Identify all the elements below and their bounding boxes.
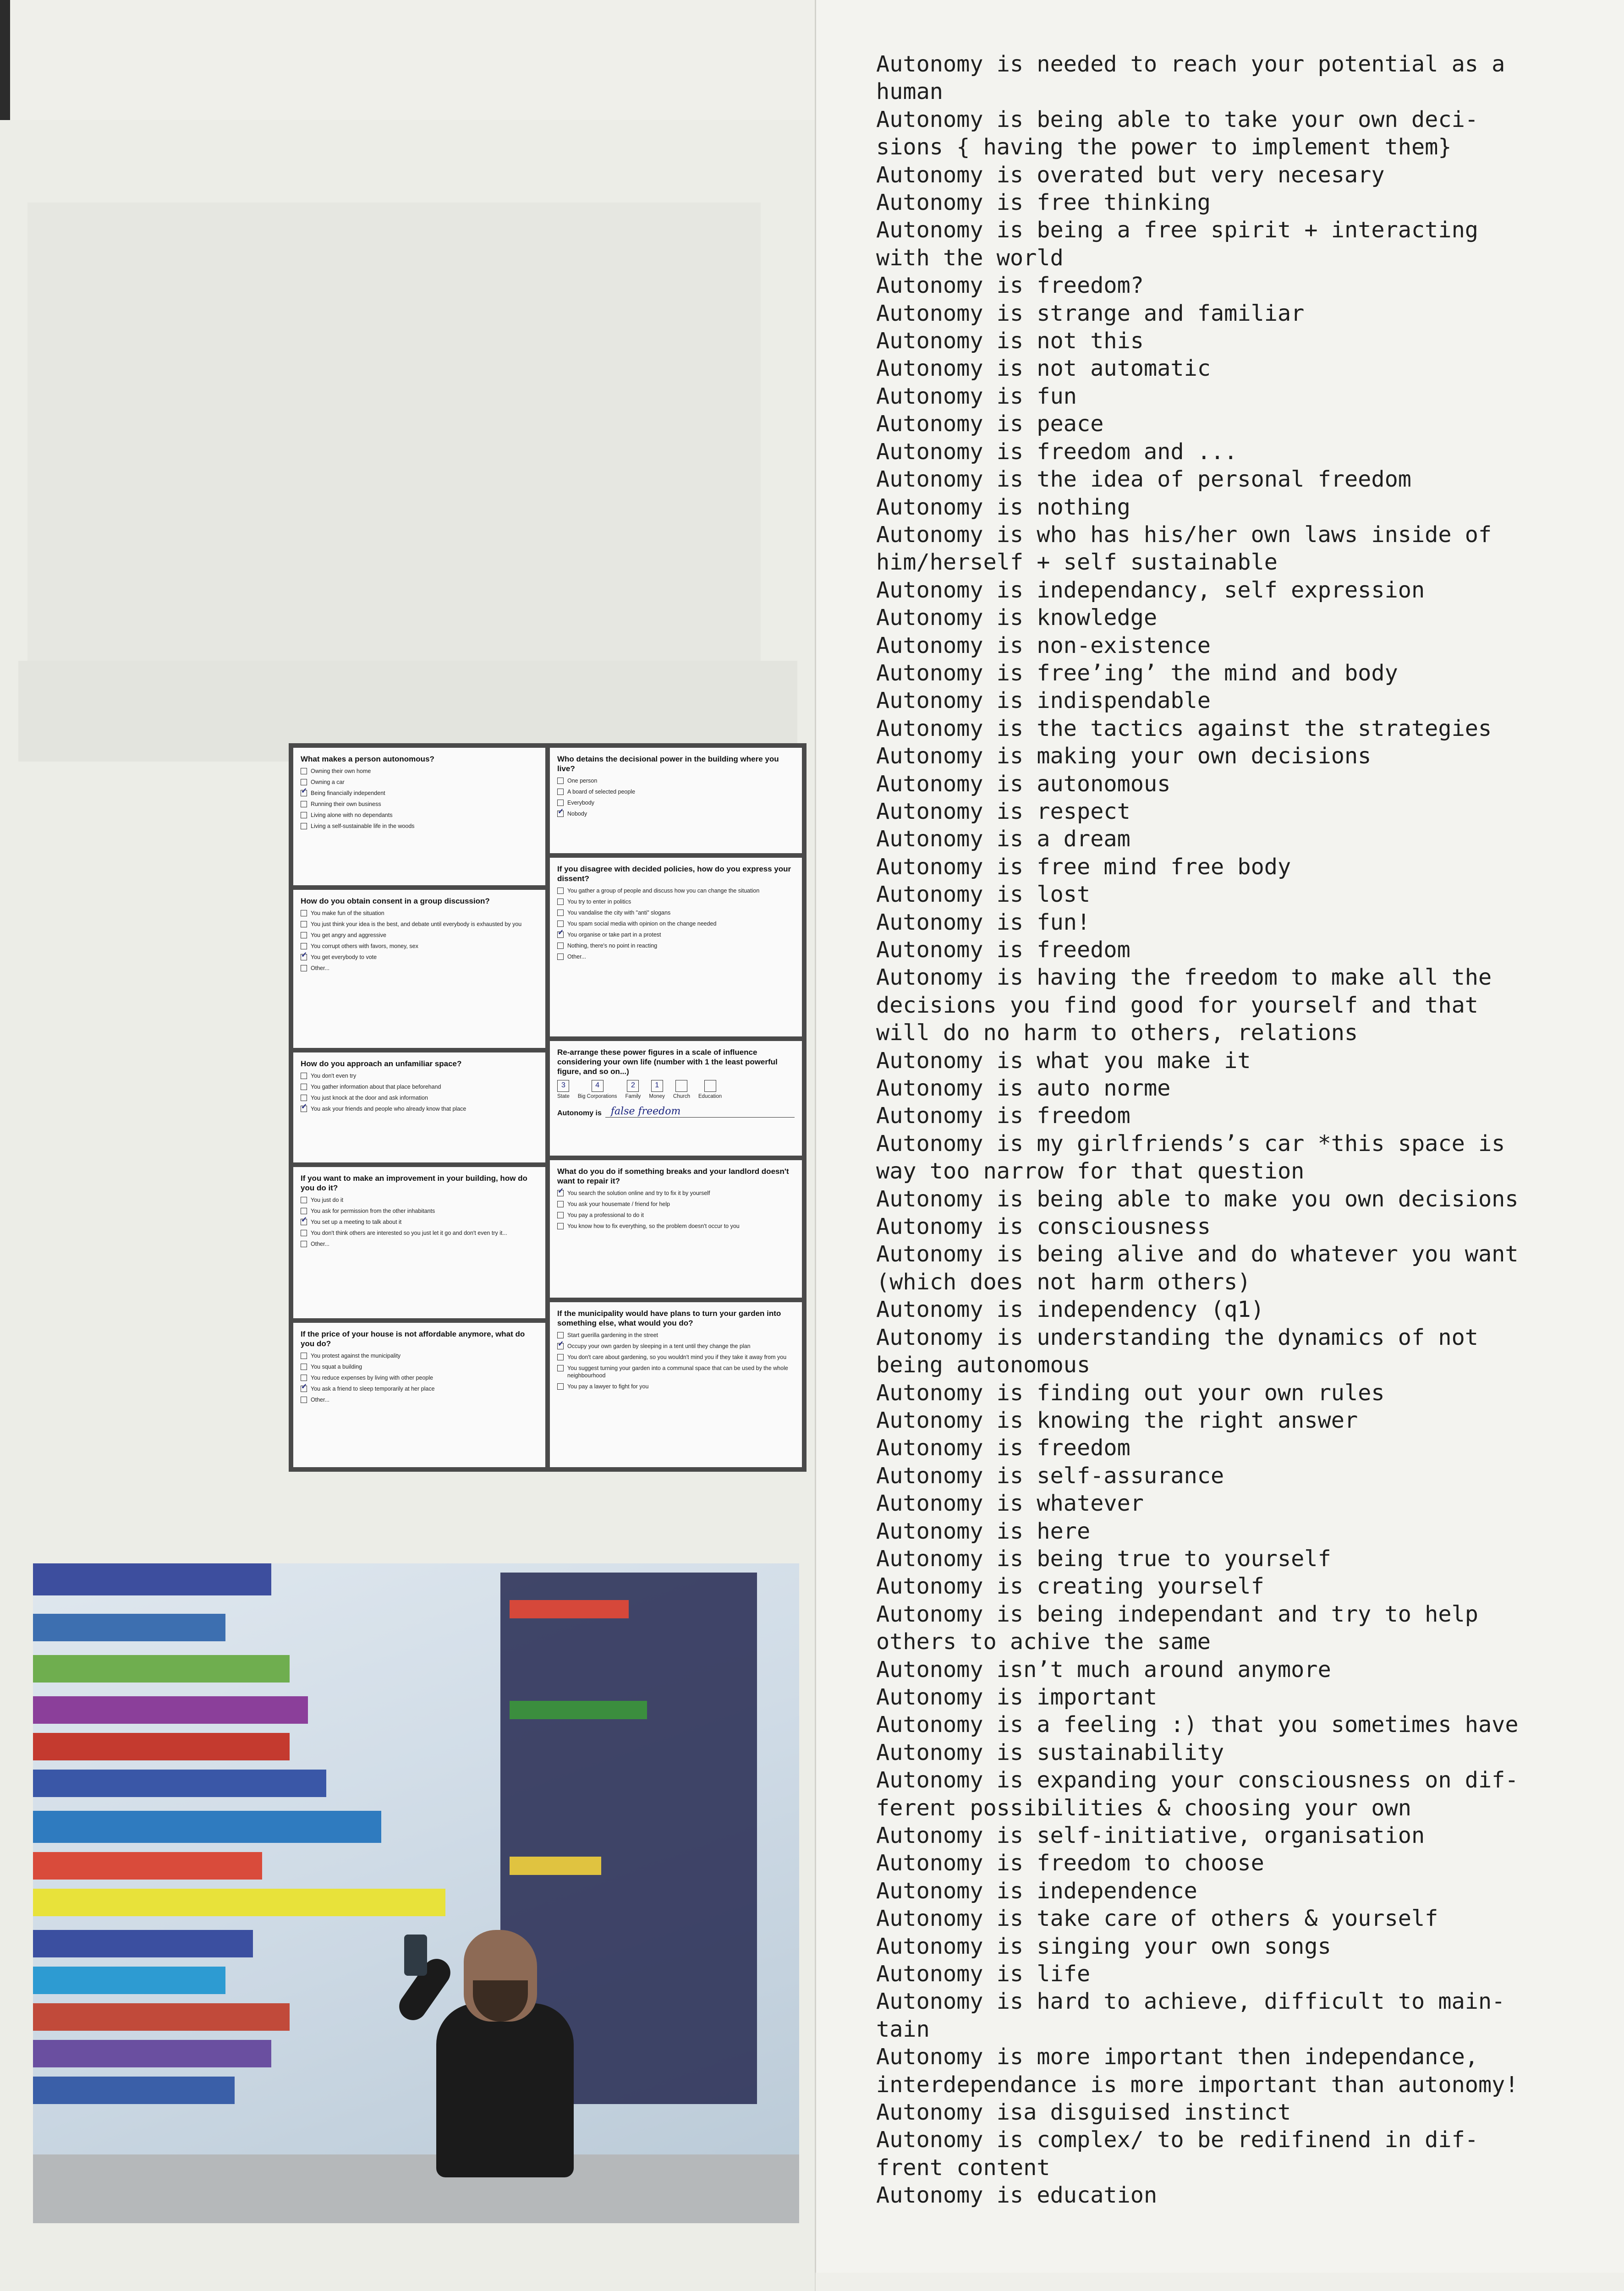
checkbox-icon bbox=[301, 1197, 307, 1203]
checkbox-icon bbox=[301, 932, 307, 938]
checkbox-icon bbox=[557, 954, 564, 960]
statement-line: Autonomy is being able to take your own deci- bbox=[876, 106, 1478, 132]
question-option bbox=[557, 1383, 795, 1390]
ranking-value-box: 3 bbox=[557, 1080, 569, 1092]
statement-line: Autonomy is free mind free body bbox=[876, 854, 1291, 880]
terminal-highlight bbox=[510, 1857, 601, 1875]
question-option bbox=[557, 1332, 795, 1339]
question-box bbox=[293, 1167, 545, 1318]
option-label: You corrupt others with favors, money, sex bbox=[311, 943, 418, 949]
question-option bbox=[557, 931, 795, 938]
terminal-highlight bbox=[510, 1600, 629, 1618]
statement-line: Autonomy is independancy, self expression bbox=[876, 577, 1425, 603]
statement-line: Autonomy is freedom and ... bbox=[876, 438, 1238, 465]
question-title: Re-arrange these power figures in a scale of influence considering your own life (number with 1 the least powerful figure, and so on...) bbox=[557, 1048, 778, 1076]
statement-line: Autonomy is being independant and try to help bbox=[876, 1601, 1478, 1627]
option-label: You set up a meeting to talk about it bbox=[311, 1219, 402, 1225]
statement-line: Autonomy is peace bbox=[876, 411, 1104, 437]
checkbox-icon bbox=[301, 812, 307, 818]
statement-line: Autonomy is freedom bbox=[876, 1435, 1130, 1461]
checkbox-icon bbox=[301, 910, 307, 916]
checkbox-icon bbox=[557, 888, 564, 894]
question-option bbox=[301, 1083, 538, 1091]
question-option bbox=[557, 909, 795, 916]
statement-line: others to achive the same bbox=[876, 1629, 1211, 1655]
statement-line: Autonomy is not automatic bbox=[876, 356, 1211, 382]
checkbox-icon bbox=[557, 943, 564, 949]
question-option bbox=[557, 898, 795, 905]
statement-line: Autonomy is being able to make you own decisions bbox=[876, 1186, 1519, 1212]
checkbox-icon bbox=[301, 1375, 307, 1381]
statement-line: Autonomy is being alive and do whatever you want bbox=[876, 1241, 1519, 1267]
statement-line: Autonomy is a dream bbox=[876, 826, 1130, 852]
statement-line: with the world bbox=[876, 245, 1064, 271]
autonomy-statements-list bbox=[876, 50, 1573, 2209]
checkbox-icon bbox=[557, 789, 564, 795]
projection-color-bar bbox=[33, 1889, 445, 1916]
option-label: Being financially independent bbox=[311, 790, 385, 796]
statement-line: frent content bbox=[876, 2154, 1050, 2181]
question-option bbox=[557, 1189, 795, 1197]
ranking-value-box bbox=[704, 1080, 716, 1092]
option-label: Living a self-sustainable life in the woods bbox=[311, 823, 415, 829]
question-box bbox=[550, 1302, 802, 1467]
statement-line: sions { having the power to implement them} bbox=[876, 134, 1452, 160]
statement-line: Autonomy is self-assurance bbox=[876, 1463, 1224, 1489]
projection-color-bar bbox=[33, 1930, 253, 1957]
statement-line: Autonomy is freedom? bbox=[876, 273, 1144, 299]
ranking-value-box: 1 bbox=[651, 1080, 663, 1092]
question-option bbox=[557, 920, 795, 927]
question-option bbox=[557, 777, 795, 784]
checkbox-icon bbox=[301, 779, 307, 785]
question-box bbox=[550, 1160, 802, 1298]
question-option bbox=[301, 1105, 538, 1113]
option-label: You gather information about that place beforehand bbox=[311, 1084, 441, 1090]
option-label: Everybody bbox=[567, 800, 595, 806]
question-title: How do you approach an unfamiliar space? bbox=[301, 1059, 462, 1068]
question-option bbox=[557, 1200, 795, 1208]
statement-line: Autonomy is knowing the right answer bbox=[876, 1407, 1358, 1433]
statement-line: Autonomy is free’ing’ the mind and body bbox=[876, 660, 1398, 686]
statement-line: Autonomy is creating yourself bbox=[876, 1573, 1264, 1600]
statement-line: decisions you find good for yourself and that bbox=[876, 992, 1478, 1018]
option-label: A board of selected people bbox=[567, 789, 636, 795]
option-label: You just do it bbox=[311, 1197, 344, 1203]
option-label: You pay a lawyer to fight for you bbox=[567, 1383, 649, 1390]
statement-line: Autonomy is important bbox=[876, 1684, 1158, 1710]
question-title: What makes a person autonomous? bbox=[301, 755, 434, 763]
question-title: What do you do if something breaks and your landlord doesn't want to repair it? bbox=[557, 1167, 789, 1185]
projection-color-bar bbox=[33, 2003, 290, 2031]
projection-color-bar bbox=[33, 1696, 308, 1724]
projection-color-bar bbox=[33, 1563, 271, 1595]
checkbox-icon bbox=[557, 1365, 564, 1371]
statement-line: Autonomy is the tactics against the strategies bbox=[876, 715, 1492, 741]
checkbox-icon bbox=[557, 1201, 564, 1207]
question-option bbox=[557, 1211, 795, 1219]
option-label: You make fun of the situation bbox=[311, 910, 384, 916]
question-option bbox=[301, 1094, 538, 1102]
option-label: One person bbox=[567, 778, 598, 784]
ranking-label: Money bbox=[649, 1094, 665, 1099]
option-label: You ask your friends and people who already know that place bbox=[311, 1106, 466, 1112]
question-option bbox=[557, 1222, 795, 1230]
question-options bbox=[301, 1072, 538, 1113]
statement-line: Autonomy is whatever bbox=[876, 1491, 1144, 1517]
checked-checkbox-icon bbox=[557, 1190, 564, 1196]
option-label: Other... bbox=[311, 1397, 329, 1403]
option-label: You gather a group of people and discuss how you can change the situation bbox=[567, 888, 760, 894]
question-option bbox=[301, 932, 538, 939]
question-options bbox=[557, 887, 795, 960]
checkbox-icon bbox=[301, 1364, 307, 1370]
checkbox-icon bbox=[301, 1241, 307, 1247]
statement-line: Autonomy is nothing bbox=[876, 494, 1130, 520]
option-label: You don't think others are interested so you just let it go and don't even try it... bbox=[311, 1230, 507, 1236]
ranking-value-box: 4 bbox=[592, 1080, 604, 1092]
statement-line: human bbox=[876, 79, 943, 105]
question-options bbox=[557, 777, 795, 817]
ranking-value-box: 2 bbox=[627, 1080, 639, 1092]
option-label: You ask for permission from the other inhabitants bbox=[311, 1208, 435, 1214]
question-option bbox=[301, 1374, 538, 1381]
checkbox-icon bbox=[557, 921, 564, 927]
statement-line: Autonomy is more important then independance, bbox=[876, 2044, 1478, 2070]
checkbox-icon bbox=[557, 778, 564, 784]
statement-line: Autonomy is hard to achieve, difficult to main- bbox=[876, 1989, 1505, 2015]
statement-line: Autonomy is independency (q1) bbox=[876, 1297, 1264, 1323]
question-title: If the municipality would have plans to turn your garden into something else, what would you do? bbox=[557, 1309, 781, 1327]
ranking-item bbox=[625, 1080, 641, 1099]
checked-checkbox-icon bbox=[301, 1219, 307, 1225]
question-box bbox=[293, 748, 545, 885]
question-option bbox=[301, 1218, 538, 1226]
statement-line: Autonomy is auto norme bbox=[876, 1075, 1171, 1102]
statement-line: Autonomy is needed to reach your potential as a bbox=[876, 51, 1505, 77]
statement-line: (which does not harm others) bbox=[876, 1269, 1251, 1295]
checked-checkbox-icon bbox=[557, 932, 564, 938]
statement-line: Autonomy is freedom bbox=[876, 937, 1130, 963]
statement-line: Autonomy is independence bbox=[876, 1878, 1197, 1904]
statement-line: Autonomy is having the freedom to make all the bbox=[876, 965, 1492, 991]
statement-line: Autonomy is singing your own songs bbox=[876, 1933, 1331, 1959]
option-label: You know how to fix everything, so the problem doesn't occur to you bbox=[567, 1223, 740, 1229]
question-box bbox=[550, 748, 802, 853]
statement-line: being autonomous bbox=[876, 1352, 1091, 1378]
statement-line: Autonomy is knowledge bbox=[876, 605, 1158, 631]
checked-checkbox-icon bbox=[301, 954, 307, 960]
statement-line: Autonomy is what you make it bbox=[876, 1047, 1251, 1074]
statement-line: Autonomy is take care of others & yourself bbox=[876, 1906, 1438, 1932]
statement-line: Autonomy is freedom to choose bbox=[876, 1850, 1264, 1876]
question-option bbox=[557, 788, 795, 795]
question-box bbox=[293, 1323, 545, 1467]
ranking-item bbox=[557, 1080, 570, 1099]
ranking-label: Big Corporations bbox=[577, 1094, 617, 1099]
statement-line: Autonomy is being a free spirit + interacting bbox=[876, 217, 1478, 243]
ranking-label: Education bbox=[698, 1094, 722, 1099]
statement-line: way too narrow for that question bbox=[876, 1158, 1305, 1184]
question-option bbox=[557, 953, 795, 960]
option-label: You organise or take part in a protest bbox=[567, 932, 661, 938]
checkbox-icon bbox=[301, 1084, 307, 1090]
checkbox-icon bbox=[301, 823, 307, 829]
statement-line: Autonomy is indispendable bbox=[876, 688, 1211, 714]
question-option bbox=[301, 1072, 538, 1080]
option-label: You search the solution online and try to fix it by yourself bbox=[567, 1190, 710, 1196]
option-label: You ask your housemate / friend for help bbox=[567, 1201, 670, 1207]
photo-floor bbox=[33, 2154, 799, 2223]
statement-line: Autonomy is the idea of personal freedom bbox=[876, 466, 1411, 493]
question-option bbox=[301, 778, 538, 786]
question-option bbox=[557, 942, 795, 949]
option-label: You get angry and aggressive bbox=[311, 932, 386, 938]
question-title: If the price of your house is not affordable anymore, what do you do? bbox=[301, 1330, 525, 1348]
checkbox-icon bbox=[301, 801, 307, 807]
checked-checkbox-icon bbox=[301, 790, 307, 796]
statement-line: Autonomy is understanding the dynamics of not bbox=[876, 1324, 1478, 1350]
power-ranking bbox=[557, 1080, 795, 1099]
question-option bbox=[557, 1343, 795, 1350]
projection-color-bar bbox=[33, 1811, 381, 1843]
option-label: You just think your idea is the best, and debate until everybody is exhausted by you bbox=[311, 921, 522, 927]
statement-line: Autonomy is complex/ to be redifinend in dif- bbox=[876, 2127, 1478, 2153]
option-label: You suggest turning your garden into a communal space that can be used by the whole neighbourhood bbox=[567, 1365, 788, 1379]
question-options bbox=[301, 1352, 538, 1403]
question-option bbox=[301, 767, 538, 775]
question-option bbox=[301, 789, 538, 797]
question-option bbox=[301, 1196, 538, 1204]
question-option bbox=[301, 1229, 538, 1237]
statement-line: Autonomy is life bbox=[876, 1961, 1091, 1987]
statement-line: will do no harm to others, relations bbox=[876, 1020, 1358, 1046]
question-option bbox=[301, 1352, 538, 1359]
checkbox-icon bbox=[301, 1208, 307, 1214]
statement-line: Autonomy is a feeling :) that you sometimes have bbox=[876, 1712, 1519, 1738]
statement-line: Autonomy is being true to yourself bbox=[876, 1546, 1331, 1572]
checked-checkbox-icon bbox=[301, 1106, 307, 1112]
autonomy-fill-in bbox=[557, 1106, 795, 1118]
question-option bbox=[301, 1240, 538, 1248]
autonomy-handwritten-answer: false freedom bbox=[605, 1106, 795, 1118]
statement-line: Autonomy is sustainability bbox=[876, 1739, 1224, 1765]
statement-line: Autonomy is overated but very necesary bbox=[876, 162, 1385, 188]
question-options bbox=[301, 910, 538, 972]
statement-line: Autonomy is here bbox=[876, 1518, 1091, 1544]
statement-line: Autonomy isn’t much around anymore bbox=[876, 1656, 1331, 1683]
statement-line: Autonomy is free thinking bbox=[876, 190, 1211, 216]
option-label: You just knock at the door and ask information bbox=[311, 1095, 428, 1101]
terminal-highlight bbox=[510, 1701, 647, 1719]
statement-line: Autonomy is autonomous bbox=[876, 771, 1171, 797]
question-title: If you want to make an improvement in your building, how do you do it? bbox=[301, 1174, 527, 1192]
ranking-item bbox=[578, 1080, 617, 1099]
statement-line: Autonomy is consciousness bbox=[876, 1214, 1211, 1240]
checkbox-icon bbox=[557, 899, 564, 905]
question-option bbox=[301, 943, 538, 950]
question-box bbox=[293, 890, 545, 1048]
option-label: Nobody bbox=[567, 811, 587, 817]
checkbox-icon bbox=[557, 1383, 564, 1390]
checkbox-icon bbox=[301, 921, 307, 927]
option-label: You don't even try bbox=[311, 1073, 357, 1079]
projection-photo bbox=[33, 1563, 799, 2223]
question-option bbox=[301, 1207, 538, 1215]
question-options bbox=[557, 1332, 795, 1390]
show-through-block bbox=[27, 203, 761, 725]
question-option bbox=[557, 1365, 795, 1379]
power-ranking-box bbox=[550, 1041, 802, 1156]
statement-line: interdependance is more important than autonomy! bbox=[876, 2072, 1519, 2098]
option-label: Owning their own home bbox=[311, 768, 371, 774]
questionnaire bbox=[289, 743, 807, 1472]
checkbox-icon bbox=[301, 1073, 307, 1079]
checkbox-icon bbox=[557, 910, 564, 916]
checkbox-icon bbox=[301, 965, 307, 971]
option-label: You pay a professional to do it bbox=[567, 1212, 644, 1218]
checkbox-icon bbox=[301, 943, 307, 949]
option-label: Other... bbox=[311, 1241, 329, 1247]
statement-line: Autonomy is education bbox=[876, 2182, 1158, 2209]
statement-line: Autonomy is respect bbox=[876, 798, 1130, 824]
question-option bbox=[301, 1396, 538, 1403]
ranking-label: Family bbox=[625, 1094, 641, 1099]
projection-color-bar bbox=[33, 1967, 225, 1994]
statement-line: Autonomy is expanding your consciousness on dif- bbox=[876, 1767, 1519, 1793]
option-label: Nothing, there's no point in reacting bbox=[567, 943, 658, 949]
option-label: You spam social media with opinion on the change needed bbox=[567, 921, 717, 927]
projection-color-bar bbox=[33, 1770, 326, 1797]
checkbox-icon bbox=[557, 1212, 564, 1218]
statement-line: Autonomy is lost bbox=[876, 882, 1091, 908]
ranking-label: Church bbox=[673, 1094, 690, 1099]
question-option bbox=[301, 811, 538, 819]
question-option bbox=[301, 1363, 538, 1370]
statement-line: Autonomy is finding out your own rules bbox=[876, 1380, 1385, 1406]
statement-line: tain bbox=[876, 2016, 930, 2042]
ranking-label: State bbox=[557, 1094, 570, 1099]
ranking-item bbox=[698, 1080, 722, 1099]
statement-line: Autonomy is fun bbox=[876, 383, 1077, 409]
projection-color-bar bbox=[33, 1733, 290, 1760]
question-title: If you disagree with decided policies, how do you express your dissent? bbox=[557, 865, 791, 883]
option-label: You get everybody to vote bbox=[311, 954, 377, 960]
question-option bbox=[557, 810, 795, 817]
question-box bbox=[550, 858, 802, 1036]
autonomy-prefix: Autonomy is bbox=[557, 1109, 602, 1117]
checkbox-icon bbox=[301, 1353, 307, 1359]
statement-line: him/herself + self sustainable bbox=[876, 549, 1278, 575]
option-label: Living alone with no dependants bbox=[311, 812, 393, 818]
option-label: Occupy your own garden by sleeping in a tent until they change the plan bbox=[567, 1343, 751, 1349]
option-label: You try to enter in politics bbox=[567, 899, 631, 905]
question-option bbox=[301, 954, 538, 961]
question-title: Who detains the decisional power in the building where you live? bbox=[557, 755, 779, 773]
statement-line: Autonomy is not this bbox=[876, 328, 1144, 354]
statement-line: Autonomy is strange and familiar bbox=[876, 300, 1305, 326]
checkbox-icon bbox=[301, 1397, 307, 1403]
checkbox-icon bbox=[301, 1230, 307, 1236]
option-label: You squat a building bbox=[311, 1364, 362, 1370]
questionnaire-right-column bbox=[550, 748, 802, 1467]
option-label: You don't care about gardening, so you wouldn't mind you if they take it away from you bbox=[567, 1354, 787, 1360]
question-option bbox=[301, 965, 538, 972]
checked-checkbox-icon bbox=[557, 811, 564, 817]
statement-line: Autonomy is my girlfriends’s car *this space is bbox=[876, 1130, 1505, 1156]
phone-icon bbox=[404, 1935, 427, 1976]
question-option bbox=[557, 887, 795, 894]
questionnaire-left-column bbox=[293, 748, 545, 1467]
checked-checkbox-icon bbox=[301, 1386, 307, 1392]
option-label: Other... bbox=[311, 965, 329, 971]
question-option bbox=[301, 1385, 538, 1392]
question-option bbox=[301, 910, 538, 917]
person-silhouette bbox=[436, 2003, 574, 2177]
projection-color-bar bbox=[33, 1614, 225, 1641]
option-label: You vandalise the city with "anti" slogans bbox=[567, 910, 671, 916]
option-label: You reduce expenses by living with other people bbox=[311, 1375, 433, 1381]
option-label: Running their own business bbox=[311, 801, 381, 807]
question-option bbox=[301, 800, 538, 808]
checkbox-icon bbox=[557, 1223, 564, 1229]
ranking-item bbox=[649, 1080, 665, 1099]
option-label: Owning a car bbox=[311, 779, 345, 785]
projection-color-bar bbox=[33, 2077, 235, 2104]
question-option bbox=[557, 1354, 795, 1361]
question-option bbox=[301, 822, 538, 830]
option-label: You ask a friend to sleep temporarily at her place bbox=[311, 1386, 435, 1392]
checked-checkbox-icon bbox=[557, 1343, 564, 1349]
projection-color-bar bbox=[33, 1655, 290, 1683]
question-option bbox=[557, 799, 795, 806]
statement-line: ferent possibilities & choosing your own bbox=[876, 1795, 1411, 1821]
option-label: Other... bbox=[567, 954, 586, 960]
checkbox-icon bbox=[557, 1332, 564, 1338]
question-options bbox=[301, 767, 538, 830]
statement-line: Autonomy is making your own decisions bbox=[876, 743, 1372, 769]
checkbox-icon bbox=[301, 768, 307, 774]
statement-line: Autonomy is fun! bbox=[876, 909, 1091, 935]
option-label: You protest against the municipality bbox=[311, 1353, 401, 1359]
statement-line: Autonomy is self-initiative, organisation bbox=[876, 1823, 1425, 1848]
statement-line: Autonomy isa disguised instinct bbox=[876, 2099, 1291, 2126]
checkbox-icon bbox=[557, 1354, 564, 1360]
projection-color-bar bbox=[33, 1852, 262, 1880]
checkbox-icon bbox=[557, 800, 564, 806]
checkbox-icon bbox=[301, 1095, 307, 1101]
ranking-item bbox=[673, 1080, 690, 1099]
question-options bbox=[557, 1189, 795, 1230]
question-option bbox=[301, 921, 538, 928]
projection-color-bar bbox=[33, 2040, 271, 2067]
ranking-value-box bbox=[675, 1080, 687, 1092]
statement-line: Autonomy is freedom bbox=[876, 1103, 1130, 1129]
question-title: How do you obtain consent in a group discussion? bbox=[301, 897, 490, 905]
statement-line: Autonomy is who has his/her own laws inside of bbox=[876, 521, 1492, 548]
statement-line: Autonomy is non-existence bbox=[876, 632, 1211, 658]
option-label: Start guerilla gardening in the street bbox=[567, 1332, 658, 1338]
question-options bbox=[301, 1196, 538, 1248]
question-box bbox=[293, 1052, 545, 1162]
projected-text-image bbox=[33, 1563, 799, 2223]
